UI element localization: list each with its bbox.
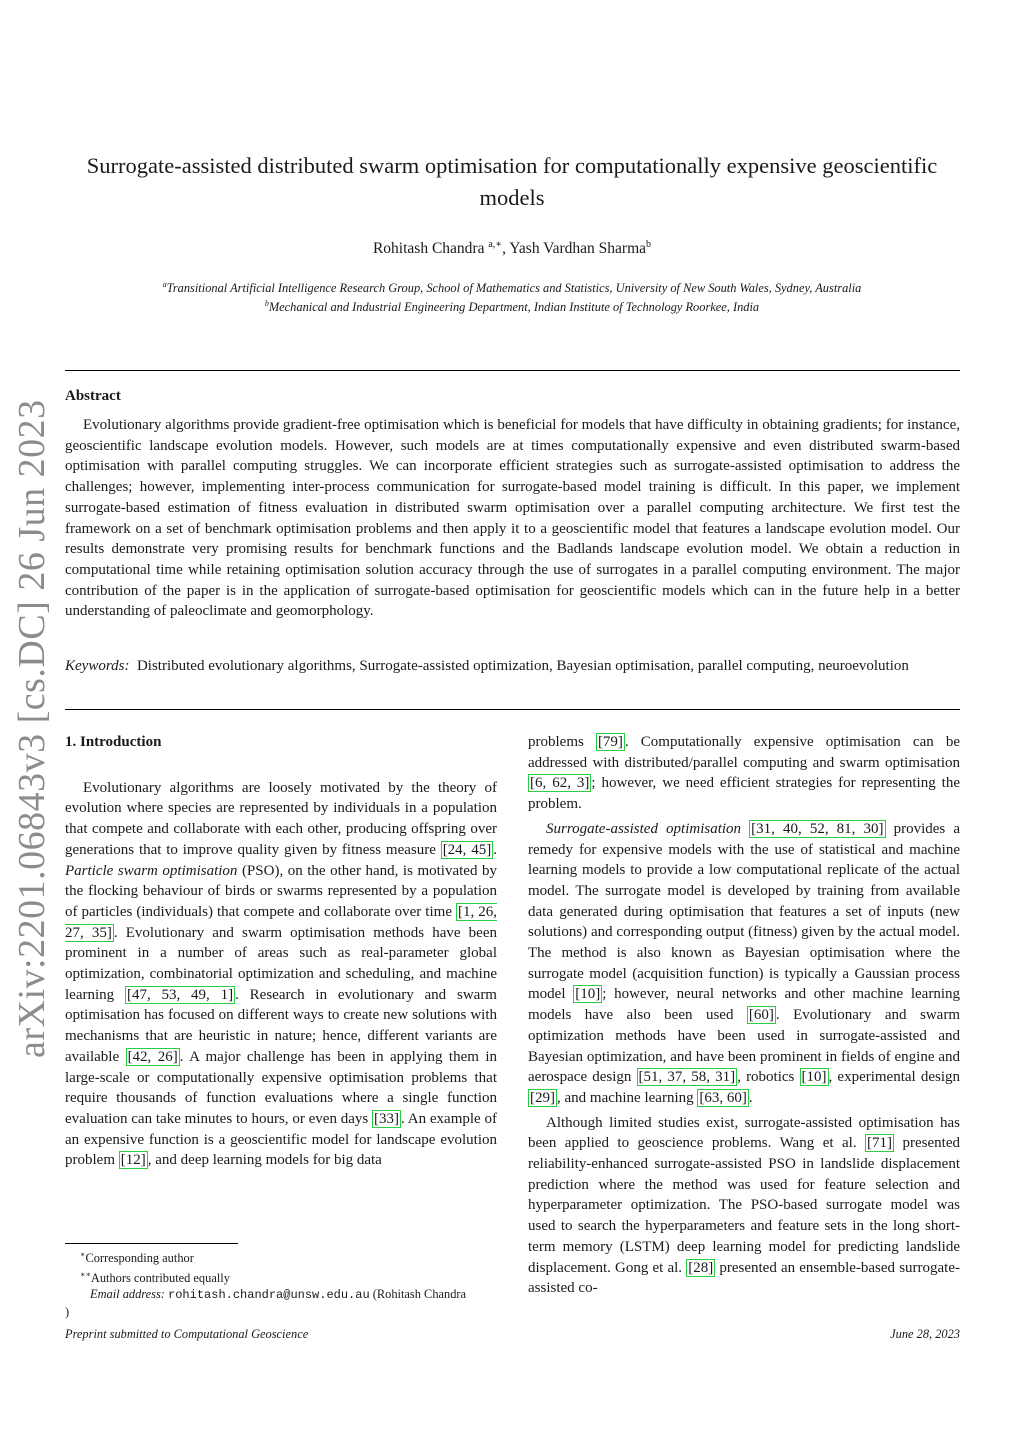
- keywords: [65, 656, 960, 677]
- text-run: , and machine learning: [557, 1089, 698, 1106]
- author-affil-mark: b: [646, 239, 652, 250]
- citation-link[interactable]: [42, 26]: [127, 1048, 178, 1065]
- citation-link[interactable]: [47, 53, 49, 1]: [126, 986, 234, 1003]
- text-run: Evolutionary algorithms are loosely motivated by the theory of evolution where species are represented by individuals in a population that compete and collaborate with each other, producing offspring over generations that to improve quality given by fitness measure: [65, 779, 497, 858]
- text-run: . Evolutionary and swarm optimization methods have been used in surrogate-assisted and Bayesian optimization, and have been prominent in fields of engine and aerospace design: [528, 1007, 960, 1086]
- affil-text: Transitional Artificial Intelligence Research Group, School of Mathematics and Statistics, University of New South Wales, Sydney, Australia: [166, 281, 862, 296]
- text-run: ; however, neural networks and other machine learning models have also been used: [528, 986, 960, 1024]
- text-run: provides a remedy for expensive models with the use of statistical and machine learning models to provide a low computational replicate of the actual model. The surrogate model is developed by training from available data generated during optimisation that features a set of inputs (new solutions) and corresponding output (fitness) given by the actual model. The method is also known as Bayesian optimisation where the surrogate model (acquisition function) is typically a Gaussian process model: [528, 820, 960, 1003]
- affil-mark: b: [264, 299, 269, 309]
- paragraph: [65, 778, 497, 1171]
- email-suffix: (Rohitash Chandra: [369, 1287, 467, 1302]
- citation-link[interactable]: [6, 62, 3]: [530, 775, 590, 792]
- citation-link[interactable]: [31, 40, 52, 81, 30]: [751, 820, 884, 837]
- text-run: . An example of an expensive function is a geoscientific model for landscape evolution problem: [65, 1110, 498, 1169]
- author-affil-mark: a,∗: [488, 239, 503, 250]
- email-label: Email address:: [90, 1287, 165, 1302]
- text-run: . Research in evolutionary and swarm optimisation has focused on different ways to create new solutions with mechanisms that are heuristic in nature; hence, different variants are available: [65, 986, 497, 1065]
- citation-link[interactable]: [28]: [688, 1259, 714, 1276]
- affiliations: [60, 277, 964, 315]
- footer-date: June 28, 2023: [890, 1327, 960, 1341]
- email-footnote: [65, 1286, 497, 1304]
- emphasis: Particle swarm optimisation: [65, 862, 238, 879]
- text-run: Although limited studies exist, surrogate-assisted optimisation has been applied to geoscience problems. Wang et al.: [528, 1114, 960, 1152]
- email-close: ): [65, 1304, 70, 1319]
- footnote-text: Corresponding author: [85, 1251, 194, 1266]
- section-heading: 1. Introduction: [65, 734, 162, 750]
- footnote: [65, 1267, 497, 1287]
- affil-mark: a: [162, 280, 167, 289]
- author-separator: ,: [502, 240, 510, 258]
- affil-text: Mechanical and Industrial Engineering Department, Indian Institute of Technology Roorkee, India: [268, 300, 760, 315]
- text-run: presented reliability-enhanced surrogate-assisted PSO in landslide displacement prediction where the method was used for feature selection and hyperparameter optimization. The PSO-based surrogate model was used to search the hyperparameters and feature sets in the long short-term memory (LSTM) deep learning model for predicting landslide displacement. Gong et al.: [528, 1135, 960, 1276]
- citation-link[interactable]: [63, 60]: [699, 1089, 747, 1106]
- footnote-mark: ∗: [80, 1250, 86, 1259]
- top-divider: [65, 370, 960, 371]
- text-run: problems: [528, 734, 596, 750]
- email-link[interactable]: rohitash.chandra@unsw.edu.au: [168, 1288, 370, 1303]
- citation-link[interactable]: [29]: [530, 1089, 555, 1106]
- citation-link[interactable]: [60]: [748, 1007, 774, 1024]
- text-run: , and deep learning models for big data: [147, 1152, 382, 1169]
- arxiv-identifier: arXiv:2201.06843v3 [cs.DC] 26 Jun 2023: [11, 399, 53, 1058]
- citation-link[interactable]: [10]: [575, 986, 601, 1003]
- abstract-body: Evolutionary algorithms provide gradient-free optimisation which is beneficial for models that have difficulty in obtaining gradients; for instance, geoscientific landscape evolution models. However, such models are at times computationally expensive and even distributed swarm-based optimisation with parallel computing struggles. We can incorporate efficient strategies such as surrogate-assisted optimisation to address the challenges; however, implementing inter-process communication for surrogate-based model training is difficult. In this paper, we implement surrogate-based estimation of fitness evaluation in distributed swarm optimisation over a parallel computing architecture. We first test the framework on a set of benchmark optimisation problems and then apply it to a geoscientific model that features a landscape evolution model. Our results demonstrate very promising results for benchmark functions and the Badlands landscape evolution model. We obtain a reduction in computational time while retaining optimisation solution accuracy through the use of surrogates in a parallel computing environment. The major contribution of the paper is in the application of surrogate-based optimisation for geoscientific models which can in the future help in a better understanding of paleoclimate and geomorphology.: [65, 417, 960, 620]
- citation-link[interactable]: [33]: [374, 1110, 400, 1127]
- text-run: . Evolutionary and swarm optimisation methods have been prominent in a number of areas such as real-parameter global optimization, combinatorial optimization and scheduling, and machine learning: [65, 924, 497, 1003]
- citation-link[interactable]: [10]: [801, 1069, 827, 1086]
- citation-link[interactable]: [51, 37, 58, 31]: [638, 1069, 736, 1086]
- keywords-label: Keywords:: [65, 658, 130, 674]
- footnote-divider: [65, 1243, 238, 1244]
- abstract-heading: Abstract: [65, 388, 121, 404]
- text-run: [741, 821, 749, 837]
- left-column: [65, 732, 497, 1175]
- right-column: [528, 732, 960, 1303]
- paragraph: [528, 732, 960, 815]
- bottom-divider: [65, 709, 960, 710]
- citation-link[interactable]: [12]: [120, 1152, 146, 1169]
- text-run: .: [493, 841, 497, 858]
- text-run: , experimental design: [828, 1069, 960, 1086]
- affiliation-line: [60, 277, 964, 296]
- paragraph: [528, 1113, 960, 1299]
- text-run: . Computationally expensive optimisation can be addressed with distributed/parallel computing and swarm optimisation: [528, 734, 960, 771]
- citation-link[interactable]: [71]: [867, 1135, 893, 1152]
- text-run: presented an ensemble-based surrogate-assisted co-: [528, 1259, 961, 1297]
- text-run: (PSO), on the other hand, is motivated by the flocking behaviour of birds or swarms represented by a population of particles (individuals) that compete and collaborate over time: [65, 862, 497, 920]
- author-name: Yash Vardhan Sharma: [509, 240, 647, 258]
- affiliation-line: [60, 296, 964, 315]
- text-run: , robotics: [737, 1069, 800, 1086]
- citation-link[interactable]: [1, 26, 27, 35]: [65, 903, 498, 941]
- text-run: .: [748, 1089, 753, 1106]
- paragraph: [528, 819, 960, 1109]
- footnote-mark: ∗∗: [80, 1269, 91, 1279]
- emphasis: Surrogate-assisted optimisation: [546, 820, 742, 837]
- footer-preprint-note: Preprint submitted to Computational Geoscience: [65, 1327, 309, 1341]
- text-run: . A major challenge has been in applying them in large-scale or computationally expensive optimisation problems that require thousands of function evaluations where a single function evaluation can take minutes to hours, or even days: [65, 1048, 498, 1127]
- footnote: [65, 1247, 497, 1267]
- author-name: Rohitash Chandra: [372, 240, 485, 258]
- footnote-text: Authors contributed equally: [90, 1270, 230, 1285]
- paper-title: Surrogate-assisted distributed swarm optimisation for computationally expensive geoscientific models: [86, 153, 938, 210]
- text-run: ; however, we need efficient strategies for representing the problem.: [528, 775, 960, 813]
- citation-link[interactable]: [79]: [597, 734, 623, 750]
- keywords-text: Distributed evolutionary algorithms, Surrogate-assisted optimization, Bayesian optimisation, parallel computing, neuroevolution: [136, 658, 909, 674]
- author-list: [0, 239, 1024, 258]
- citation-link[interactable]: [24, 45]: [442, 841, 492, 858]
- footnotes: [65, 1247, 497, 1320]
